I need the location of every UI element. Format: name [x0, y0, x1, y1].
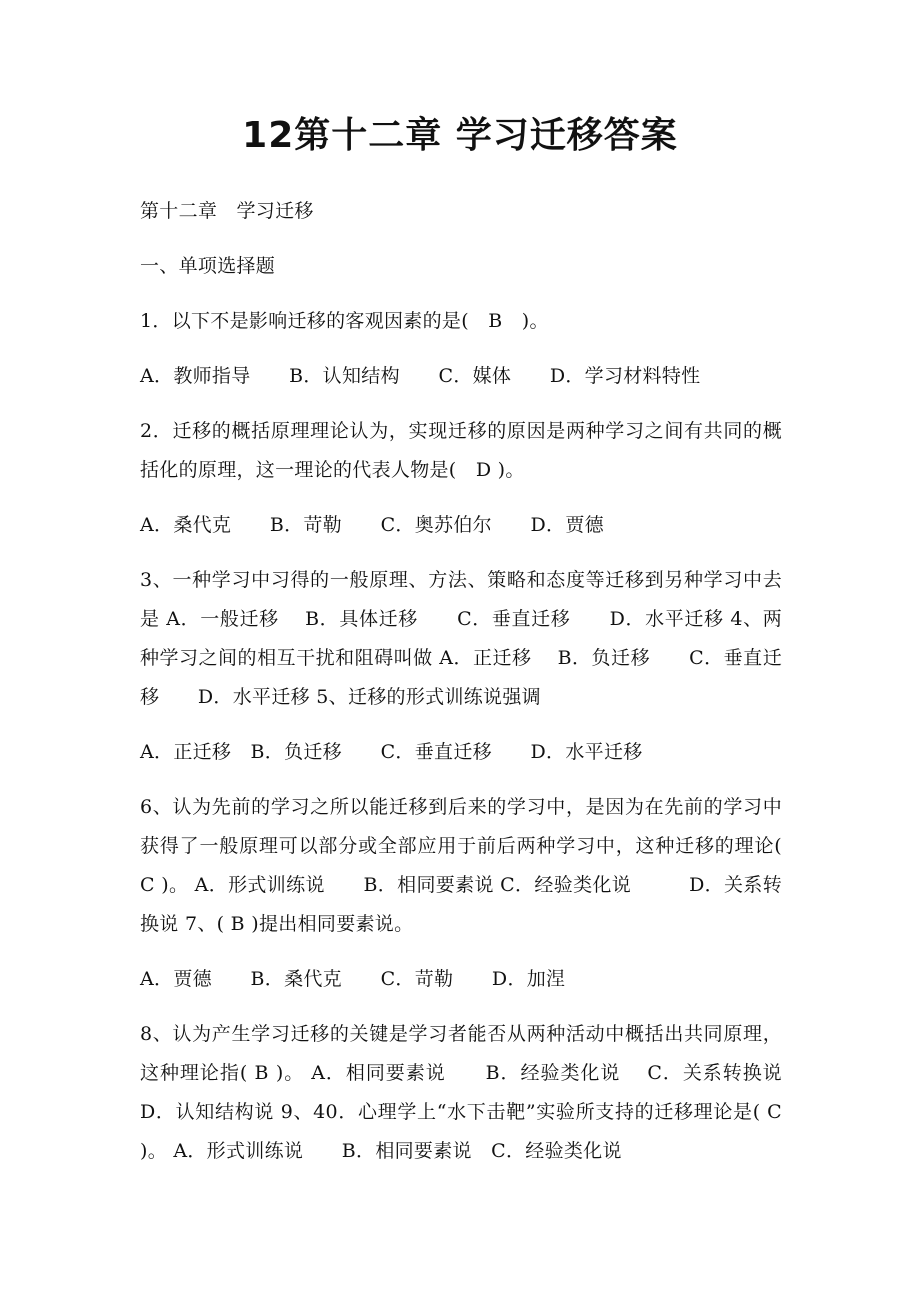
options-paragraph: A．桑代克 B．苛勒 C．奥苏伯尔 D．贾德 — [140, 514, 604, 536]
question-paragraph: 3、一种学习中习得的一般原理、方法、策略和态度等迁移到另种学习中去是 A．一般迁移 B．具体迁移 C．垂直迁移 D．水平迁移 4、两种学习之间的相互干扰和阻碍叫做 A．正迁移 B．负迁移 C．垂直迁移 D．水平迁移 5、迁移的形式训练说强调 — [140, 569, 782, 708]
options-paragraph: A．正迁移 B．负迁移 C．垂直迁移 D．水平迁移 — [140, 741, 643, 763]
document-body — [140, 192, 821, 1187]
section-heading: 一、单项选择题 — [140, 255, 276, 277]
document-title: 12第十二章 学习迁移答案 — [242, 115, 678, 156]
options-paragraph: A．贾德 B．桑代克 C．苛勒 D．加涅 — [140, 968, 566, 990]
chapter-heading: 第十二章 学习迁移 — [140, 200, 314, 222]
options-paragraph: A．教师指导 B．认知结构 C．媒体 D．学习材料特性 — [140, 365, 701, 387]
question-paragraph: 1．以下不是影响迁移的客观因素的是( B )。 — [140, 310, 549, 332]
question-paragraph: 8、认为产生学习迁移的关键是学习者能否从两种活动中概括出共同原理，这种理论指( B )。 A．相同要素说 B．经验类化说 C．关系转换说 D．认知结构说 9、40．心理学上“水下击靶”实验所支持的迁移理论是( C )。 A．形式训练说 B．相同要素说 C．经验类化说 — [140, 1023, 821, 1162]
question-paragraph: 2．迁移的概括原理理论认为，实现迁移的原因是两种学习之间有共同的概括化的原理，这一理论的代表人物是( D )。 — [140, 420, 782, 481]
question-paragraph: 6、认为先前的学习之所以能迁移到后来的学习中，是因为在先前的学习中获得了一般原理可以部分或全部应用于前后两种学习中，这种迁移的理论( C )。 A．形式训练说 B．相同要素说 C．经验类化说 D．关系转换说 7、( B )提出相同要素说。 — [140, 796, 802, 935]
